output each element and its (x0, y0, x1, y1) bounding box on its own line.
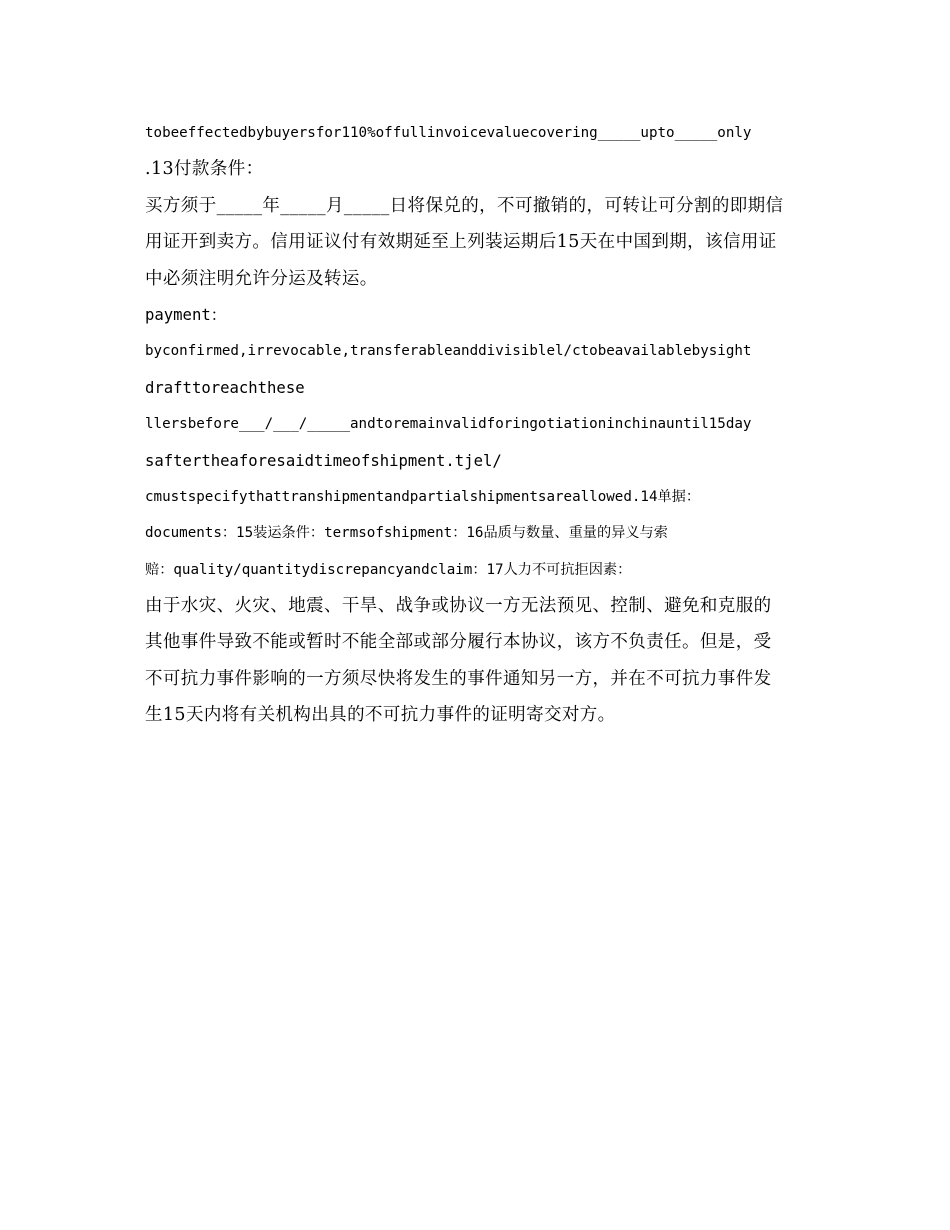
text-line-7: byconfirmed,irrevocable,transferableanddivisiblel/ctobeavailablebysight (145, 343, 752, 360)
text-line-17: 生15天内将有关机构出具的不可抗力事件的证明寄交对方。 (145, 705, 616, 726)
text-line-14: 由于水灾、火灾、地震、干旱、战争或协议一方无法预见、控制、避免和克服的 (145, 596, 772, 617)
text-line-13: 赔：quality/quantitydiscrepancyandclaim：17人力不可抗拒因素： (145, 561, 632, 578)
text-line-1: tobeeffectedbybuyersfor110%offullinvoicevaluecovering_____upto_____only (145, 125, 752, 141)
text-line-10: saftertheaforesaidtimeofshipment.tjel/ (145, 451, 502, 470)
text-line-4: 用证开到卖方。信用证议付有效期延至上列装运期后15天在中国到期，该信用证 (145, 232, 777, 253)
text-line-16: 不可抗力事件影响的一方须尽快将发生的事件通知另一方，并在不可抗力事件发 (145, 668, 772, 689)
text-line-8: drafttoreachthese (145, 378, 305, 397)
text-line-11: cmustspecifythattranshipmentandpartialshipmentsareallowed.14单据： (145, 488, 701, 505)
text-line-9: llersbefore___/___/_____andtoremainvalidforingotiationinchinauntil15day (145, 416, 752, 433)
text-line-5: 中必须注明允许分运及转运。 (145, 268, 378, 289)
text-line-6: payment： (145, 305, 227, 324)
text-line-3: 买方须于_____年_____月_____日将保兑的，不可撤销的，可转让可分割的即期信 (145, 195, 784, 216)
text-line-12: documents：15装运条件：termsofshipment：16品质与数量、重量的异义与索 (145, 525, 668, 542)
text-line-2: .13付款条件： (145, 159, 264, 180)
document-body (145, 119, 815, 738)
text-line-15: 其他事件导致不能或暂时不能全部或部分履行本协议，该方不负责任。但是，受 (145, 632, 772, 653)
